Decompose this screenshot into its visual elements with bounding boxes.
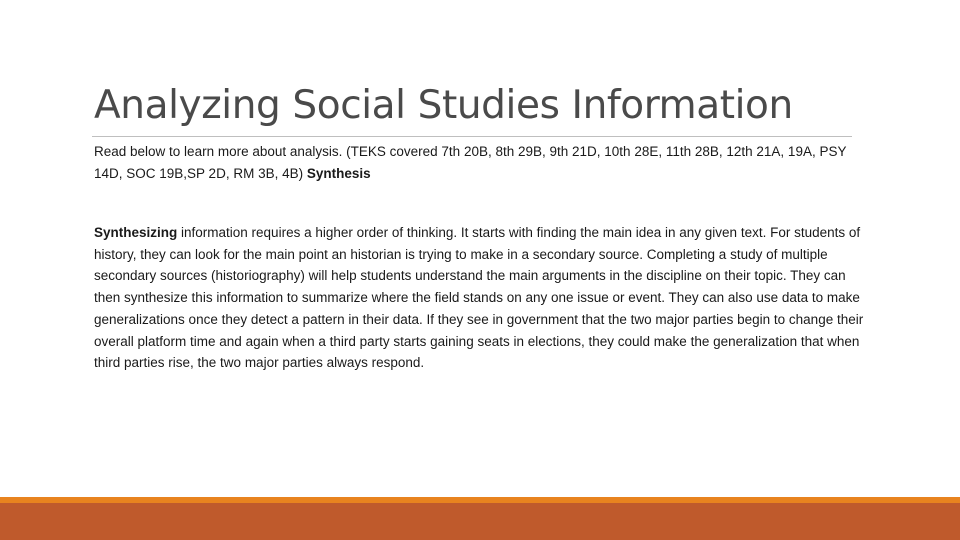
intro-text: Read below to learn more about analysis. (TEKS covered 7th 20B, 8th 29B, 9th 21D, 10th 28E, 11th 28B, 12th 21A, 19A, PSY 14D, SOC 19B,SP 2D, RM 3B, 4B): [94, 144, 847, 181]
intro-bold-term: Synthesis: [306, 165, 371, 181]
slide-title: Analyzing Social Studies Information: [94, 83, 793, 128]
synthesis-text: information requires a higher order of thinking. It starts with finding the main idea in any given text. For students of history, they can look for the main point an historian is trying to make in a secondary source. Completing a study of multiple secondary sources (historiography) will help students understand the main arguments in the discipline on their topic. They can then synthesize this information to summarize where the field stands on any one issue or event. They can also use data to make generalizations once they detect a pattern in their data. If they see in government that the two major parties begin to change their overall platform time and again when a third party starts gaining seats in elections, they could make the generalization that when third parties rise, the two major parties always respond.: [94, 225, 864, 371]
synthesis-paragraph: [94, 222, 864, 374]
intro-paragraph: [94, 141, 864, 184]
footer-band: [0, 503, 960, 540]
synthesis-bold-term: Synthesizing: [94, 225, 178, 240]
title-underline-divider: [92, 136, 852, 137]
